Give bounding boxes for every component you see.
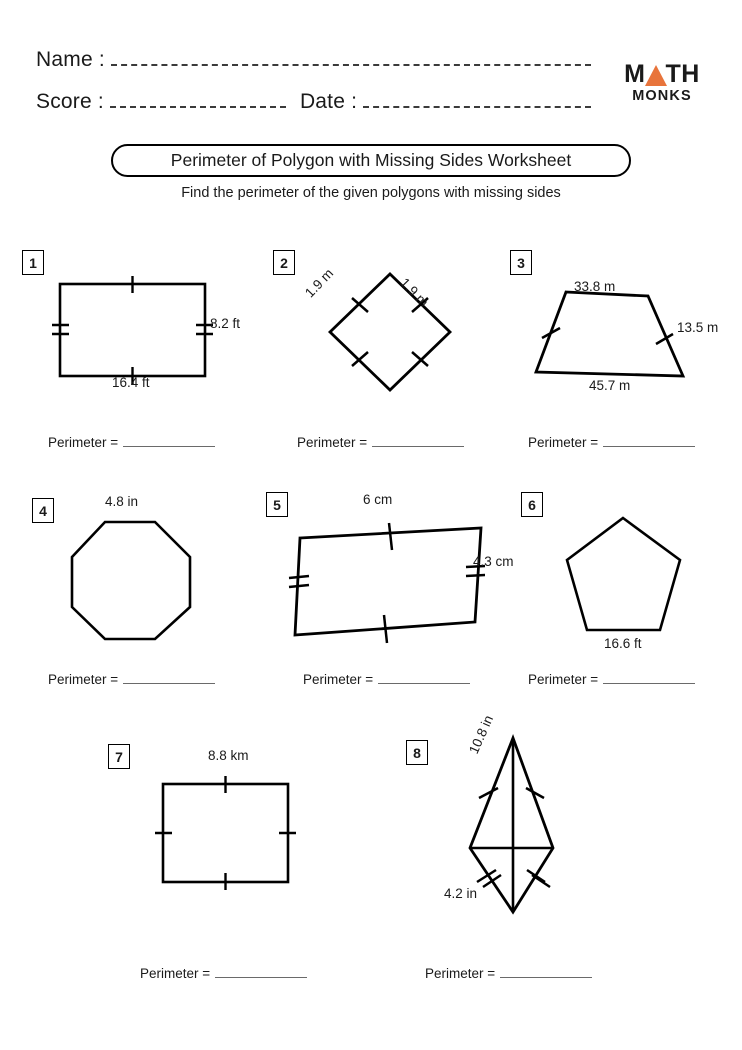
- date-input-line[interactable]: [363, 94, 591, 108]
- answer-line-4: [48, 672, 215, 687]
- dimension-label-bottom: 16.6 ft: [604, 636, 642, 651]
- dimension-label-side: 8.2 ft: [210, 316, 241, 331]
- answer-line-6: [528, 672, 695, 687]
- problem-number-box: 6: [521, 492, 543, 517]
- logo-letter-m: M: [624, 60, 646, 88]
- answer-blank[interactable]: [215, 966, 307, 978]
- problem-number-box: 8: [406, 740, 428, 765]
- dimension-label-top: 33.8 m: [574, 279, 616, 294]
- score-label: Score :: [36, 90, 104, 113]
- answer-blank[interactable]: [123, 435, 215, 447]
- answer-label: Perimeter =: [528, 672, 599, 687]
- date-label: Date :: [299, 90, 358, 113]
- problem-number-box: 5: [266, 492, 288, 517]
- answer-blank[interactable]: [378, 672, 470, 684]
- answer-line-2: [297, 435, 464, 450]
- name-input-line[interactable]: [111, 52, 591, 66]
- answer-line-1: [48, 435, 215, 450]
- answer-blank[interactable]: [500, 966, 592, 978]
- dimension-label-top: 6 cm: [363, 492, 393, 507]
- math-monks-logo: [608, 62, 716, 104]
- dimension-label-right: 1.9 m: [397, 275, 432, 310]
- dimension-label-top: 4.8 in: [105, 494, 139, 509]
- answer-label: Perimeter =: [303, 672, 374, 687]
- answer-label: Perimeter =: [425, 966, 496, 981]
- answer-blank[interactable]: [603, 672, 695, 684]
- tilted-rectangle-shape-5: [285, 510, 485, 645]
- dimension-label-right: 4.3 cm: [473, 554, 514, 569]
- logo-letters-th: TH: [665, 60, 700, 88]
- worksheet-instructions: Find the perimeter of the given polygons with missing sides: [181, 185, 561, 201]
- octagon-shape-4: [60, 515, 205, 645]
- score-date-field-row: [36, 90, 591, 114]
- answer-line-3: [528, 435, 695, 450]
- answer-label: Perimeter =: [48, 672, 119, 687]
- answer-line-5: [303, 672, 470, 687]
- answer-label: Perimeter =: [297, 435, 368, 450]
- dimension-label-right: 13.5 m: [677, 320, 719, 335]
- problem-number-box: 4: [32, 498, 54, 523]
- answer-blank[interactable]: [603, 435, 695, 447]
- name-field-row: [36, 48, 591, 72]
- page-title: Perimeter of Polygon with Missing Sides Worksheet: [170, 150, 572, 170]
- answer-line-8: [425, 966, 592, 981]
- triangle-icon: [645, 65, 667, 86]
- dimension-label-left: 1.9 m: [302, 265, 337, 301]
- problem-number-box: 1: [22, 250, 44, 275]
- dimension-label-top: 8.8 km: [208, 748, 249, 763]
- problem-number-box: 2: [273, 250, 295, 275]
- dimension-label-bottom: 45.7 m: [589, 378, 631, 393]
- answer-blank[interactable]: [372, 435, 464, 447]
- name-label: Name :: [36, 48, 105, 71]
- dimension-label-lower: 4.2 in: [444, 886, 478, 901]
- problem-number-box: 3: [510, 250, 532, 275]
- pentagon-shape-6: [555, 510, 715, 640]
- answer-label: Perimeter =: [528, 435, 599, 450]
- answer-blank[interactable]: [123, 672, 215, 684]
- dimension-label-bottom: 16.4 ft: [112, 375, 150, 390]
- dimension-label-upper: 10.8 in: [466, 712, 497, 757]
- rhombus-shape-2: [310, 262, 470, 402]
- worksheet-header: [0, 0, 742, 140]
- rectangle-shape-7: [145, 770, 315, 895]
- logo-wordmark-bottom: MONKS: [632, 88, 692, 104]
- answer-label: Perimeter =: [48, 435, 119, 450]
- logo-wordmark-top: [608, 62, 716, 87]
- score-input-line[interactable]: [110, 94, 286, 108]
- worksheet-title: [111, 144, 631, 177]
- answer-line-7: [140, 966, 307, 981]
- problem-number-box: 7: [108, 744, 130, 769]
- answer-label: Perimeter =: [140, 966, 211, 981]
